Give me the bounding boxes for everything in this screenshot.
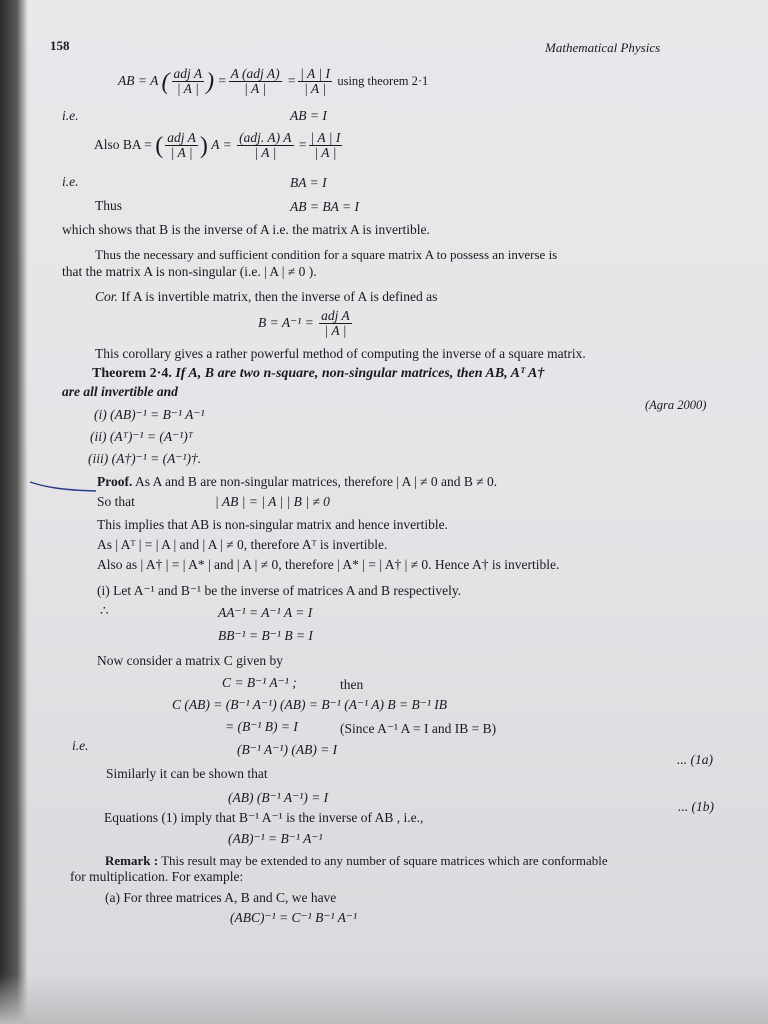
remark-line-2: for multiplication. For example:: [70, 869, 244, 884]
eq1-note: using theorem 2·1: [337, 74, 429, 88]
eq2-det: | A |: [170, 145, 193, 161]
cor-eq-den: | A |: [324, 323, 347, 339]
page-number: 158: [50, 38, 70, 53]
remark-label: Remark :: [105, 853, 159, 868]
equation-ba: Also BA = ( $\frac{\text{adj A}}{| A |}$ ) A = $\frac{\text{(adj. A) A}}{| A |}$ = $\frac{| A | I}{| A |}$: [94, 130, 341, 161]
proof-label: Proof.: [97, 474, 133, 489]
item-i: (i) (AB)⁻¹ = B⁻¹ A⁻¹: [94, 407, 205, 422]
eq2-rhs-num: | A | I: [310, 130, 341, 146]
page-shadow-bottom: [0, 974, 768, 1024]
equation-ab-ba: AB = BA = I: [290, 199, 359, 214]
eq1-adj: adj A: [173, 66, 203, 82]
eq2-adj: adj A: [167, 130, 196, 146]
eq1-mid-num: A (adj A): [230, 66, 280, 82]
pen-mark: [28, 478, 98, 494]
ie-label-1: i.e.: [62, 108, 79, 123]
equation-1b: (AB) (B⁻¹ A⁻¹) = I: [228, 790, 329, 805]
eq1-det: | A |: [176, 81, 199, 97]
cor-eq-num: adj A: [321, 308, 350, 324]
paragraph-inverse: which shows that B is the inverse of A i.e. the matrix A is invertible.: [62, 222, 430, 237]
eq1-lhs: AB = A: [118, 73, 159, 88]
equation-ab-identity: AB = I: [290, 108, 327, 123]
ie-label-2: i.e.: [62, 174, 79, 189]
equation-abc-inverse: (ABC)⁻¹ = C⁻¹ B⁻¹ A⁻¹: [230, 910, 358, 925]
corollary: [95, 289, 437, 305]
paragraph-corollary: This corollary gives a rather powerful method of computing the inverse of a square matrix.: [95, 346, 586, 361]
proof-line-3: This implies that AB is non-singular matrix and hence invertible.: [97, 517, 448, 532]
proof-l1-text: As A and B are non-singular matrices, therefore | A | ≠ 0 and B ≠ 0.: [135, 474, 498, 489]
since-note: (Since A⁻¹ A = I and IB = B): [340, 721, 497, 736]
proof-line-1: [97, 474, 497, 490]
theorem-2-4: [92, 366, 544, 382]
equation-c: C = B⁻¹ A⁻¹ ;: [222, 675, 297, 690]
eq2-mult: A =: [211, 137, 232, 152]
proof-line-6: (i) Let A⁻¹ and B⁻¹ be the inverse of matrices A and B respectively.: [97, 583, 462, 598]
eq1-rhs-num: | A | I: [300, 66, 330, 82]
proof-line-5: Also as | A† | = | A* | and | A | ≠ 0, therefore | A* | = | A† | ≠ 0. Hence A† is invertible.: [97, 557, 560, 572]
item-ii: (ii) (Aᵀ)⁻¹ = (A⁻¹)ᵀ: [90, 429, 193, 444]
eq2-mid-num: (adj. A) A: [239, 130, 292, 146]
eq1-rhs-den: | A |: [304, 81, 327, 97]
equation-1a: (B⁻¹ A⁻¹) (AB) = I: [237, 742, 338, 757]
eq2-rhs-den: | A |: [314, 145, 337, 161]
paragraph-condition-1: Thus the necessary and sufficient condition for a square matrix A to possess an inverse is: [95, 247, 558, 262]
remark-text: This result may be extended to any number of square matrices which are conformable: [161, 853, 608, 868]
theorem-reference: (Agra 2000): [645, 398, 707, 412]
equation-ba-identity: BA = I: [290, 175, 327, 190]
equation-tag-1a: ... (1a): [677, 752, 713, 767]
therefore-symbol: ∴: [100, 603, 109, 618]
equation-ab-inverse: (AB)⁻¹ = B⁻¹ A⁻¹: [228, 831, 323, 846]
page-shadow-left: [0, 0, 28, 1024]
corollary-label: Cor.: [95, 289, 118, 304]
proof-line-4: As | Aᵀ | = | A | and | A | ≠ 0, therefore Aᵀ is invertible.: [97, 537, 388, 552]
equation-tag-1b: ... (1b): [678, 799, 714, 814]
eq2-prefix: Also BA =: [94, 137, 152, 152]
cor-eq-lhs: B = A⁻¹ =: [258, 315, 314, 330]
theorem-text: If A, B are two n-square, non-singular matrices, then AB, Aᵀ A†: [175, 366, 545, 381]
paragraph-condition-2: that the matrix A is non-singular (i.e. | A | ≠ 0 ).: [62, 264, 317, 279]
eq2-mid-den: | A |: [254, 145, 277, 161]
proof-line-7: Now consider a matrix C given by: [97, 653, 283, 668]
proof-so-that: So that: [97, 494, 135, 509]
proof-det-product: | AB | = | A | | B | ≠ 0: [215, 494, 330, 509]
proof-line-8: Similarly it can be shown that: [106, 766, 268, 781]
eq1-mid-den: | A |: [244, 81, 267, 97]
remark: [105, 853, 608, 869]
equation-ab: AB = A ( $\frac{\text{adj A}}{| A |}$ ) = $\frac{\text{A (adj A)}}{| A |}$ = $\frac{| A | I}{| A |}$ using theorem 2·1: [118, 66, 429, 97]
corollary-text: If A is invertible matrix, then the inverse of A is defined as: [121, 289, 438, 304]
equation-bb: = (B⁻¹ B) = I: [225, 719, 298, 734]
thus-label: Thus: [95, 198, 122, 213]
equation-aa-inverse: AA⁻¹ = A⁻¹ A = I: [218, 605, 313, 620]
running-title: Mathematical Physics: [545, 40, 661, 55]
item-iii: (iii) (A†)⁻¹ = (A⁻¹)†.: [88, 451, 202, 466]
corollary-equation: [258, 308, 354, 338]
theorem-label: Theorem 2·4.: [92, 366, 172, 381]
proof-line-9: Equations (1) imply that B⁻¹ A⁻¹ is the inverse of AB , i.e.,: [104, 810, 424, 825]
theorem-line-2: are all invertible and: [62, 384, 178, 399]
then-word: then: [340, 677, 364, 692]
remark-item-a: (a) For three matrices A, B and C, we have: [105, 890, 337, 905]
equation-c-ab: C (AB) = (B⁻¹ A⁻¹) (AB) = B⁻¹ (A⁻¹ A) B = B⁻¹ IB: [172, 697, 448, 712]
equation-bb-inverse: BB⁻¹ = B⁻¹ B = I: [218, 628, 313, 643]
ie-label-3: i.e.: [72, 738, 89, 753]
